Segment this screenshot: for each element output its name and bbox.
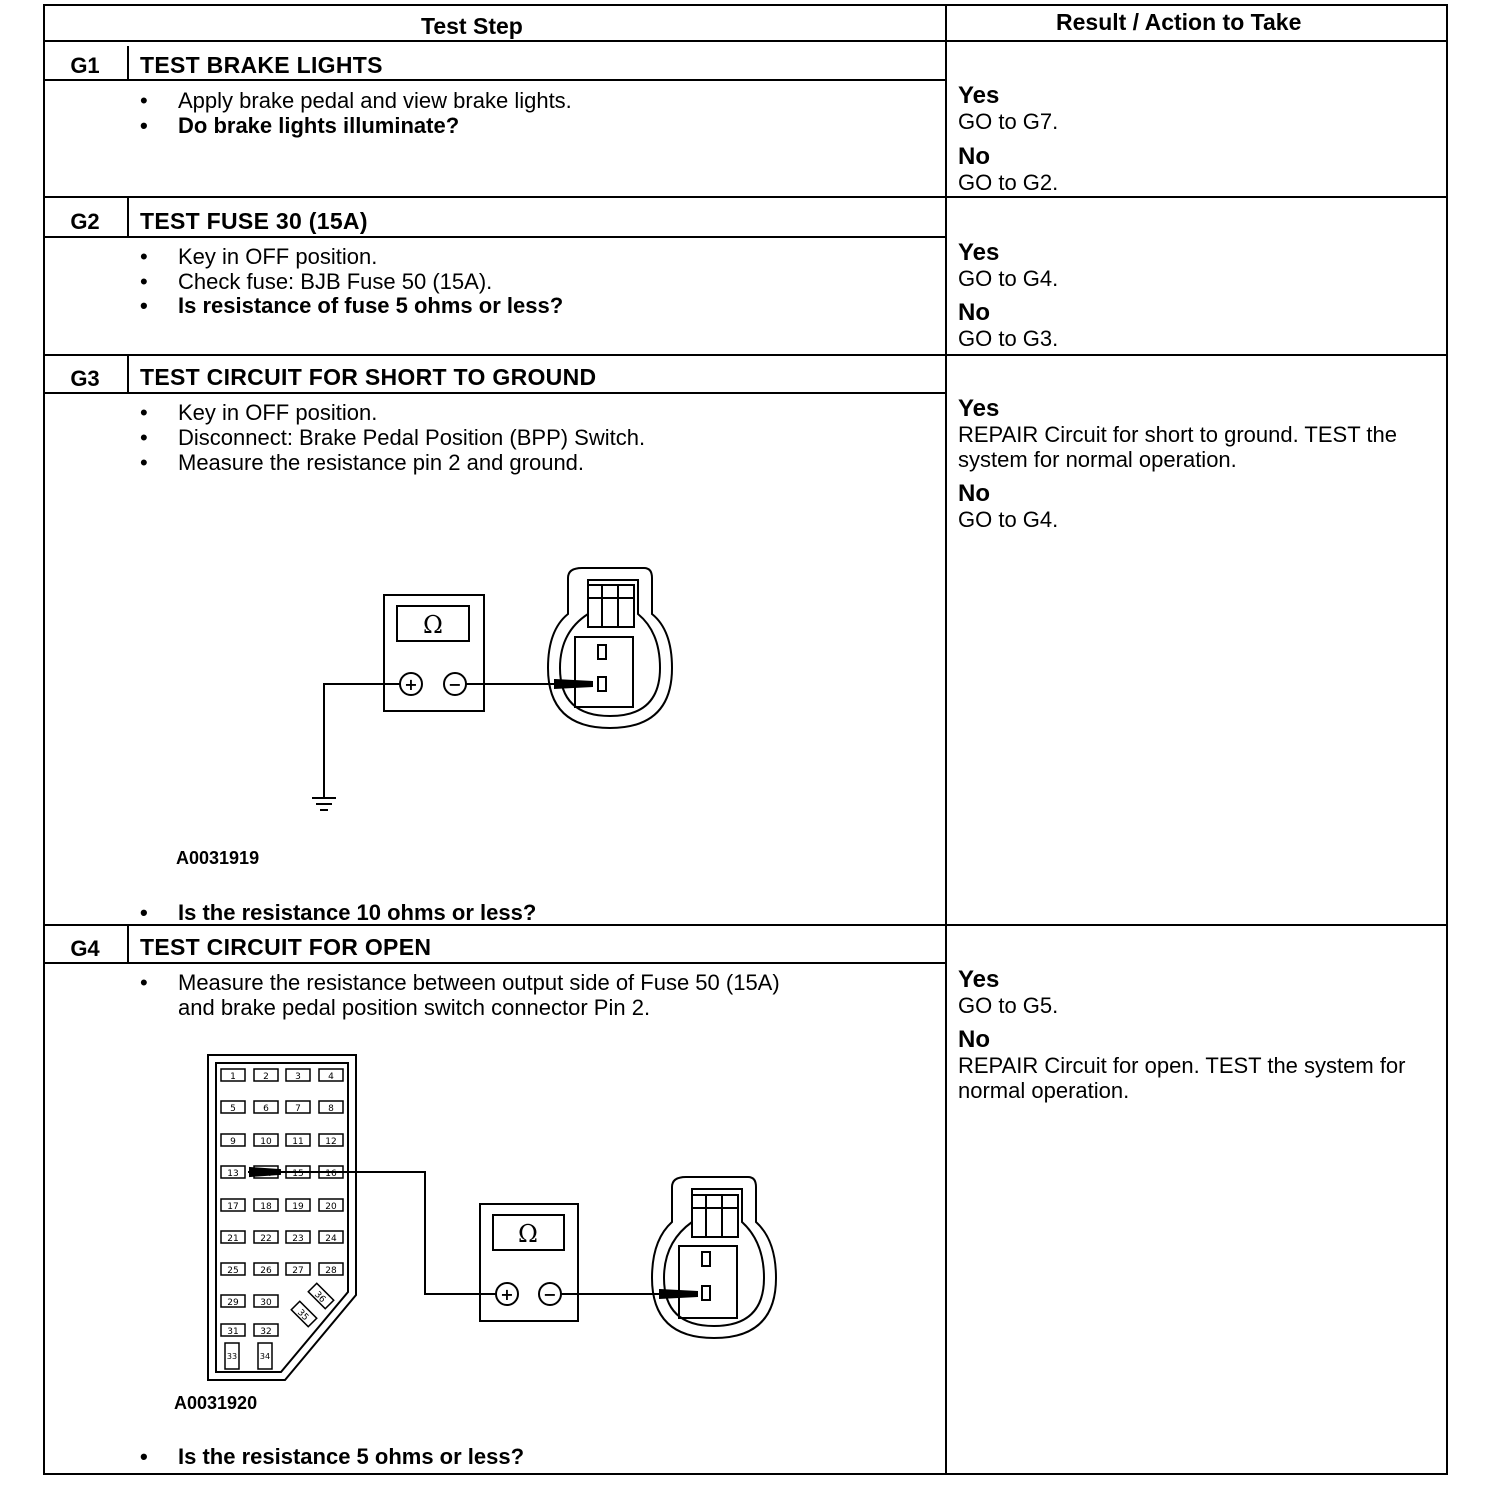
fuse-28 — [319, 1263, 343, 1276]
bullet-dot: • — [140, 88, 148, 113]
fuse-23 — [286, 1231, 310, 1244]
svg-text:33: 33 — [226, 1352, 238, 1361]
no-action: REPAIR Circuit for open. TEST the system for normal operation. — [958, 1053, 1406, 1103]
yes-action: REPAIR Circuit for short to ground. TEST the system for normal operation. — [958, 422, 1397, 472]
fuse-grid — [221, 1069, 343, 1369]
svg-text:26: 26 — [260, 1266, 272, 1276]
minus-terminal: − — [448, 675, 462, 694]
svg-text:12: 12 — [325, 1137, 337, 1147]
svg-text:23: 23 — [292, 1234, 304, 1244]
svg-text:20: 20 — [325, 1202, 337, 1212]
svg-text:1: 1 — [230, 1072, 236, 1082]
no-action: GO to G3. — [958, 326, 1059, 351]
plus-terminal: + — [404, 675, 418, 694]
step-title: TEST CIRCUIT FOR OPEN — [140, 934, 432, 960]
bullet-dot: • — [140, 113, 148, 138]
fuse-11 — [286, 1134, 310, 1147]
step-id: G4 — [70, 936, 100, 961]
svg-text:2: 2 — [263, 1072, 269, 1082]
step-title: TEST CIRCUIT FOR SHORT TO GROUND — [140, 364, 597, 390]
yes-label: Yes — [958, 82, 1000, 109]
fuse-26 — [254, 1263, 278, 1276]
fuse-7 — [286, 1101, 310, 1114]
fuse-4 — [319, 1069, 343, 1082]
svg-text:13: 13 — [227, 1169, 239, 1179]
svg-text:31: 31 — [227, 1327, 239, 1337]
svg-text:18: 18 — [260, 1202, 272, 1212]
fuse-22 — [254, 1231, 278, 1244]
fuse-24 — [319, 1231, 343, 1244]
figure-id: A0031919 — [176, 848, 260, 868]
fuse-1 — [221, 1069, 245, 1082]
fuse-10 — [254, 1134, 278, 1147]
header-result-action: Result / Action to Take — [1056, 9, 1302, 35]
step-id: G3 — [70, 366, 100, 391]
no-label: No — [958, 1026, 990, 1053]
svg-text:24: 24 — [325, 1234, 337, 1244]
no-label: No — [958, 480, 990, 507]
svg-text:5: 5 — [230, 1104, 236, 1114]
yes-label: Yes — [958, 395, 1000, 422]
svg-text:7: 7 — [295, 1104, 301, 1114]
svg-text:19: 19 — [292, 1202, 304, 1212]
bullet-dot: • — [140, 269, 148, 294]
svg-text:29: 29 — [227, 1298, 239, 1308]
ohm-symbol: Ω — [423, 611, 443, 639]
step-title: TEST BRAKE LIGHTS — [140, 52, 383, 78]
fuse-9 — [221, 1134, 245, 1147]
bullet-dot: • — [140, 244, 148, 269]
svg-text:10: 10 — [260, 1137, 272, 1147]
svg-text:28: 28 — [325, 1266, 337, 1276]
svg-text:21: 21 — [227, 1234, 239, 1244]
minus-terminal: − — [543, 1285, 557, 1304]
svg-text:15: 15 — [292, 1169, 304, 1179]
fuse-21 — [221, 1231, 245, 1244]
fuse-20 — [319, 1199, 343, 1212]
no-label: No — [958, 299, 990, 326]
fuse-19 — [286, 1199, 310, 1212]
bpp-connector-g3 — [548, 568, 672, 728]
plus-terminal: + — [500, 1285, 514, 1304]
svg-text:32: 32 — [260, 1327, 272, 1337]
bullet-text: Check fuse: BJB Fuse 50 (15A). — [178, 269, 493, 294]
svg-text:16: 16 — [325, 1169, 337, 1179]
header-test-step: Test Step — [421, 13, 523, 39]
step-id: G2 — [70, 209, 100, 234]
bullet-dot: • — [140, 400, 148, 425]
bullet-text: Is resistance of fuse 5 ohms or less? — [178, 293, 564, 318]
fuse-25 — [221, 1263, 245, 1276]
bullet-text: Apply brake pedal and view brake lights. — [178, 88, 572, 113]
fuse-27 — [286, 1263, 310, 1276]
svg-text:25: 25 — [227, 1266, 239, 1276]
bullet-text: Key in OFF position. — [178, 244, 378, 269]
fuse-18 — [254, 1199, 278, 1212]
fuse-33 — [225, 1343, 239, 1369]
fuse-13 — [221, 1166, 245, 1179]
fuse-17 — [221, 1199, 245, 1212]
bullet-text: Do brake lights illuminate? — [178, 113, 460, 138]
svg-text:34: 34 — [259, 1352, 271, 1361]
yes-action: GO to G5. — [958, 993, 1059, 1018]
bullet-text: and brake pedal position switch connector Pin 2. — [178, 995, 651, 1020]
figure-id: A0031920 — [174, 1393, 258, 1413]
ohm-symbol: Ω — [518, 1220, 538, 1248]
step-title: TEST FUSE 30 (15A) — [140, 208, 368, 234]
bullet-dot: • — [140, 450, 148, 475]
yes-label: Yes — [958, 966, 1000, 993]
yes-action: GO to G4. — [958, 266, 1059, 291]
fuse-35 — [291, 1301, 317, 1327]
no-label: No — [958, 143, 990, 170]
fuse-8 — [319, 1101, 343, 1114]
fuse-29 — [221, 1295, 245, 1308]
svg-text:11: 11 — [292, 1137, 304, 1147]
bpp-connector-g4 — [652, 1177, 776, 1338]
svg-text:35: 35 — [295, 1307, 311, 1323]
svg-text:3: 3 — [295, 1072, 301, 1082]
yes-action: GO to G7. — [958, 109, 1059, 134]
bullet-text: Measure the resistance between output side of Fuse 50 (15A) — [178, 970, 780, 995]
svg-text:17: 17 — [227, 1202, 239, 1212]
svg-text:6: 6 — [263, 1104, 269, 1114]
svg-text:30: 30 — [260, 1298, 272, 1308]
bullet-text: Disconnect: Brake Pedal Position (BPP) Switch. — [178, 425, 646, 450]
yes-label: Yes — [958, 239, 1000, 266]
fuse-34 — [258, 1343, 272, 1369]
svg-text:27: 27 — [292, 1266, 304, 1276]
fuse-probe — [250, 1168, 280, 1176]
fuse-6 — [254, 1101, 278, 1114]
bullet-dot: • — [140, 970, 148, 995]
svg-text:8: 8 — [328, 1104, 334, 1114]
fuse-31 — [221, 1324, 245, 1337]
bullet-dot: • — [140, 425, 148, 450]
fuse-30 — [254, 1295, 278, 1308]
svg-text:22: 22 — [260, 1234, 272, 1244]
svg-text:9: 9 — [230, 1137, 236, 1147]
bullet-text: Measure the resistance pin 2 and ground. — [178, 450, 585, 475]
ground-lead — [312, 684, 400, 810]
step-id: G1 — [70, 53, 100, 78]
bullet-text: Is the resistance 10 ohms or less? — [178, 900, 537, 925]
fuse-2 — [254, 1069, 278, 1082]
fuse-12 — [319, 1134, 343, 1147]
no-action: GO to G2. — [958, 170, 1059, 195]
fuse-3 — [286, 1069, 310, 1082]
svg-text:4: 4 — [328, 1072, 334, 1082]
bullet-dot: • — [140, 293, 148, 318]
no-action: GO to G4. — [958, 507, 1059, 532]
fuse-36 — [308, 1283, 334, 1309]
fuse-5 — [221, 1101, 245, 1114]
svg-text:36: 36 — [312, 1289, 328, 1305]
fuse-32 — [254, 1324, 278, 1337]
bullet-dot: • — [140, 900, 148, 925]
bullet-text: Key in OFF position. — [178, 400, 378, 425]
bullet-dot: • — [140, 1444, 148, 1469]
bullet-text: Is the resistance 5 ohms or less? — [178, 1444, 525, 1469]
